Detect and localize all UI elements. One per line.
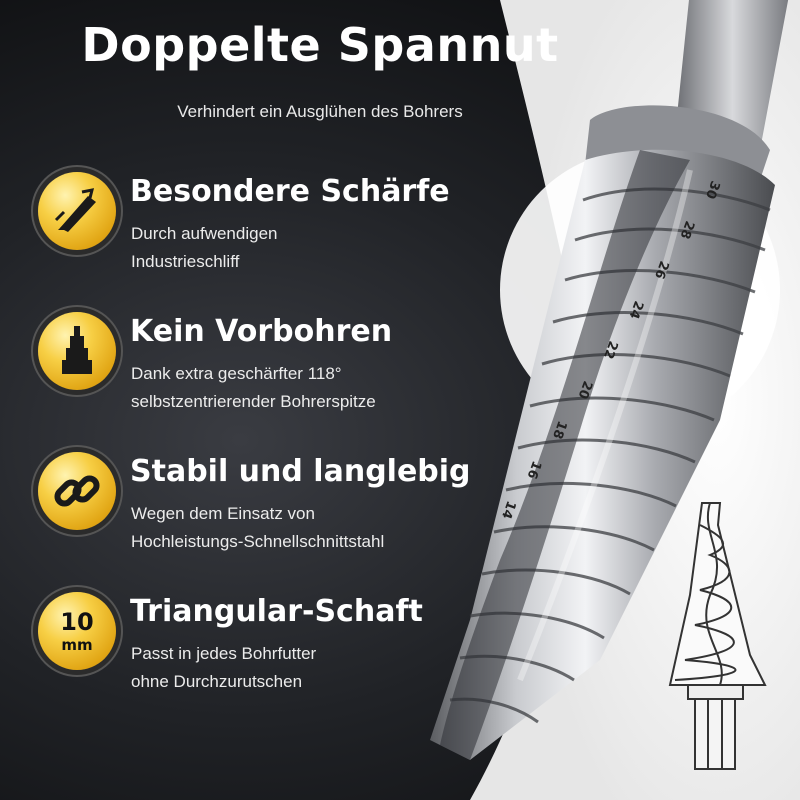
drill-scale-mark: 24 [625,298,646,321]
drill-scale-mark: 20 [574,378,595,401]
drill-scale-mark: 22 [600,338,621,361]
feature-title: Stabil und langlebig [130,454,471,489]
page-subtitle: Verhindert ein Ausglühen des Bohrers [177,102,463,121]
feature-durability [38,452,498,562]
feature-description [131,360,376,416]
feature-description [131,220,277,276]
drill-sketch-icon [640,495,790,795]
sharp-blade-icon [38,172,116,250]
badge-unit: mm [61,636,93,654]
feature-sharpness [38,172,498,282]
feature-desc-line: Hochleistungs-Schnellschnittstahl [131,532,385,551]
feature-desc-line: Durch aufwendigen [131,224,278,243]
feature-description [131,500,384,556]
feature-title: Besondere Schärfe [130,174,450,209]
feature-title: Kein Vorbohren [130,314,393,349]
feature-desc-line: Dank extra geschärfter 118° [131,364,342,383]
feature-no-predrilling [38,312,498,422]
drill-scale-mark: 30 [702,178,723,201]
feature-title: Triangular-Schaft [130,594,423,629]
feature-desc-line: Passt in jedes Bohrfutter [131,644,317,663]
feature-desc-line: selbstzentrierender Bohrerspitze [131,392,376,411]
shank-size-icon [38,592,116,670]
drill-scale-mark: 18 [549,418,570,441]
feature-desc-line: Industrieschliff [131,252,240,271]
feature-desc-line: ohne Durchzurutschen [131,672,303,691]
drill-scale-mark: 16 [523,458,544,481]
drill-tip-icon [38,312,116,390]
feature-desc-line: Wegen dem Einsatz von [131,504,315,523]
badge-value: 10 [60,608,94,636]
page-title: Doppelte Spannut [81,18,559,72]
feature-triangular-shank [38,592,498,702]
drill-scale-mark: 14 [498,498,519,521]
drill-scale-mark: 28 [676,218,697,241]
feature-description [131,640,316,696]
drill-scale-mark: 26 [651,258,672,281]
chain-link-icon [38,452,116,530]
